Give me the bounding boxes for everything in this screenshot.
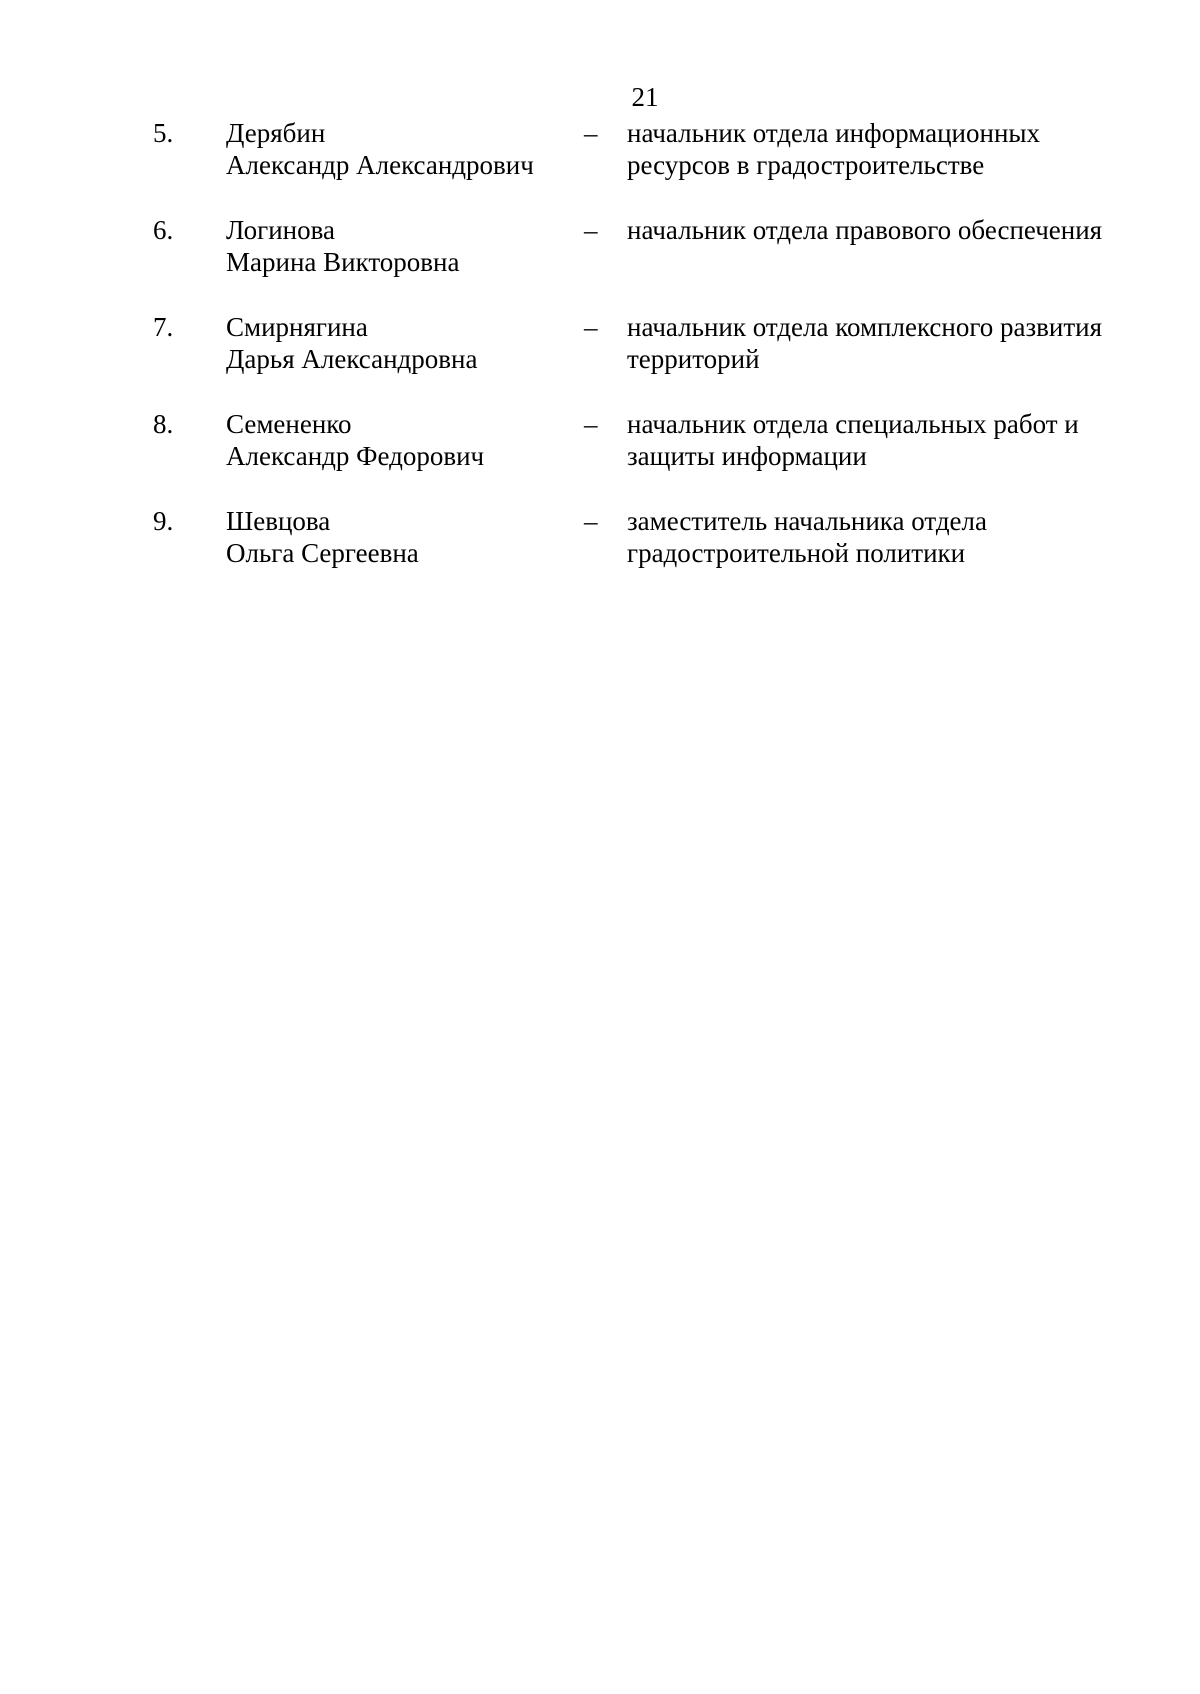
given-names: Ольга Сергеевна <box>226 538 419 568</box>
item-number: 8. <box>153 409 174 439</box>
position-line-2: ресурсов в градостроительстве <box>627 150 985 180</box>
surname: Логинова <box>226 215 335 245</box>
surname: Семененко <box>226 409 352 439</box>
position-line-1: начальник отдела комплексного развития <box>627 312 1102 342</box>
given-names: Марина Викторовна <box>226 247 460 277</box>
given-names: Александр Александрович <box>226 150 534 180</box>
page-number: 21 <box>631 82 659 112</box>
given-names: Александр Федорович <box>226 441 485 471</box>
dash-separator: – <box>584 409 598 439</box>
position-line-2: защиты информации <box>627 441 867 471</box>
position-line-1: начальник отдела правового обеспечения <box>627 215 1103 245</box>
item-number: 9. <box>153 506 174 536</box>
surname: Дерябин <box>226 118 326 148</box>
position-line-1: начальник отдела специальных работ и <box>627 409 1079 439</box>
dash-separator: – <box>584 118 598 148</box>
position-line-2: территорий <box>627 344 760 374</box>
surname: Смирнягина <box>226 312 368 342</box>
position-line-1: заместитель начальника отдела <box>627 506 987 536</box>
position-line-1: начальник отдела информационных <box>627 118 1041 148</box>
dash-separator: – <box>584 506 598 536</box>
item-number: 7. <box>153 312 174 342</box>
dash-separator: – <box>584 312 598 342</box>
surname: Шевцова <box>226 506 331 536</box>
item-number: 6. <box>153 215 174 245</box>
given-names: Дарья Александровна <box>226 344 478 374</box>
position-line-2: градостроительной политики <box>627 538 966 568</box>
item-number: 5. <box>153 118 174 148</box>
dash-separator: – <box>584 215 598 245</box>
